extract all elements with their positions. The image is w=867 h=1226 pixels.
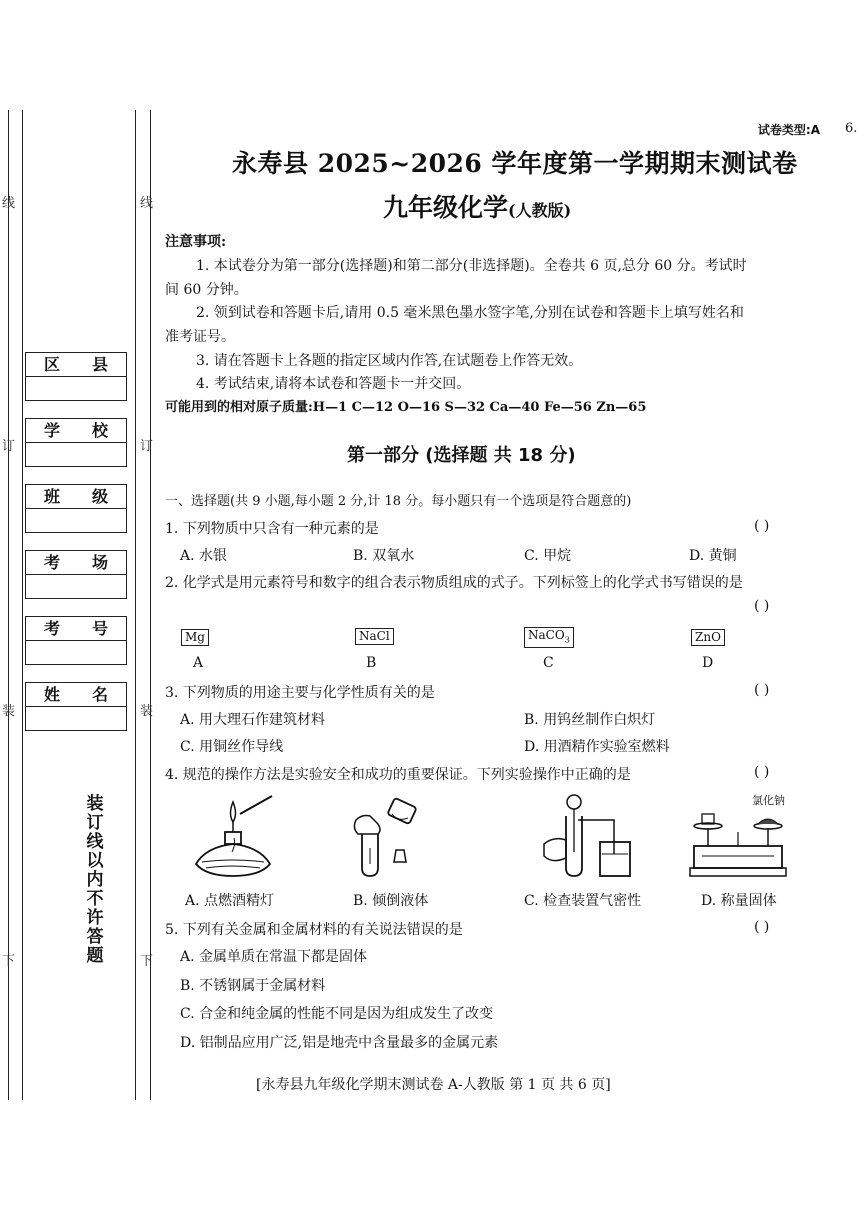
field-district[interactable] [25,352,127,401]
option-a: A. 用大理石作建筑材料 [180,712,326,728]
answer-paren: ( ) [754,598,770,614]
page-title: 永寿县 2025~2026 学年度第一学期期末测试卷 [232,149,798,178]
field-blank[interactable] [26,575,126,598]
binding-line [22,110,23,1100]
question-stem: 2. 化学式是用元素符号和数字的组合表示物质组成的式子。下列标签上的化学式书写错误的是 [165,575,743,591]
option-b: B. 不锈钢属于金属材料 [180,978,326,994]
field-blank[interactable] [26,377,126,400]
option-c: C [543,655,554,671]
field-school[interactable] [25,418,127,467]
option-b: B. 用钨丝制作白炽灯 [524,712,656,728]
field-label: 姓 [44,685,61,704]
formula-label-a: Mg [181,629,209,646]
option-a: A. 水银 [180,548,228,564]
section-instruction: 一、选择题(共 9 小题,每小题 2 分,计 18 分。每小题只有一个选项是符合题意的) [165,494,632,509]
page-subtitle [383,188,571,224]
question-stem: 1. 下列物质中只含有一种元素的是 [165,521,379,537]
section-title: 第一部分 (选择题 共 18 分) [347,445,576,466]
balance-figure [688,808,788,883]
pouring-liquid-figure [348,792,428,882]
option-a: A [193,655,204,671]
field-blank[interactable] [26,641,126,664]
formula-label-b: NaCl [355,628,394,645]
binding-strip [0,110,160,1100]
question-stem: 3. 下列物质的用途主要与化学性质有关的是 [165,685,435,701]
option-c: C. 合金和纯金属的性能不同是因为组成发生了改变 [180,1006,494,1022]
field-label: 名 [91,685,108,704]
answer-paren: ( ) [754,682,770,698]
question-stem: 4. 规范的操作方法是实验安全和成功的重要保证。下列实验操作中正确的是 [165,767,631,783]
option-d: D. 用酒精作实验室燃料 [524,739,670,755]
question-stem: 5. 下列有关金属和金属材料的有关说法错误的是 [165,922,463,938]
binding-line [135,110,136,1100]
option-d: D [702,655,714,671]
binding-mark: 下 [140,954,154,969]
option-d: D. 称量固体 [701,893,777,909]
binding-mark: 装 [140,704,154,719]
option-b: B. 倾倒液体 [353,893,429,909]
notes-item: 4. 考试结束,请将本试卷和答题卡一并交回。 [196,376,471,392]
notes-item: 1. 本试卷分为第一部分(选择题)和第二部分(非选择题)。全卷共 6 页,总分 60 分。考试时 [196,258,747,274]
binding-mark: 订 [140,439,154,454]
formula-label-c [524,627,574,648]
field-label: 学 [44,421,61,440]
field-label: 号 [91,619,108,638]
seal-notice: 装订线以内不许答题 [86,794,104,966]
field-class[interactable] [25,484,127,533]
notes-item: 准考证号。 [165,329,235,345]
option-b: B [366,655,377,671]
field-label: 县 [91,355,108,374]
field-blank[interactable] [26,443,126,466]
option-d: D. 铝制品应用广泛,铝是地壳中含量最多的金属元素 [180,1035,499,1051]
binding-mark: 订 [2,439,16,454]
field-blank[interactable] [26,707,126,730]
option-a: A. 金属单质在常温下都是固体 [180,949,368,965]
answer-paren: ( ) [754,764,770,780]
field-label: 区 [44,355,61,374]
field-label: 级 [91,487,108,506]
notes-item: 2. 领到试卷和答题卡后,请用 0.5 毫米黑色墨水签字笔,分别在试卷和答题卡上填写姓名和 [196,305,744,321]
field-blank[interactable] [26,509,126,532]
formula-main: NaCO [528,628,565,642]
subtitle-edition: (人教版) [508,201,572,220]
option-c: C. 检查装置气密性 [524,893,642,909]
notes-item: 3. 请在答题卡上各题的指定区域内作答,在试题卷上作答无效。 [196,353,583,369]
notes-item: 间 60 分钟。 [165,282,248,298]
binding-mark: 装 [2,704,16,719]
corner-number: 6. [845,121,858,136]
field-label: 场 [91,553,108,572]
field-label: 班 [44,487,61,506]
option-d: D. 黄铜 [689,548,737,564]
field-name[interactable] [25,682,127,731]
binding-mark: 线 [2,196,16,211]
binding-mark: 线 [140,196,154,211]
option-c: C. 用铜丝作导线 [180,739,284,755]
formula-label-d: ZnO [691,629,725,646]
option-c: C. 甲烷 [524,548,572,564]
atomic-mass: 可能用到的相对原子质量:H—1 C—12 O—16 S—32 Ca—40 Fe—56 Zn—65 [165,400,647,415]
option-b: B. 双氧水 [353,548,415,564]
option-a: A. 点燃酒精灯 [185,893,275,909]
notes-heading: 注意事项: [165,234,227,250]
subtitle-main: 九年级化学 [383,193,509,222]
field-exam-number[interactable] [25,616,127,665]
field-label: 考 [44,553,61,572]
formula-sub: 3 [564,635,570,645]
exam-type: 试卷类型:A [757,123,820,137]
field-label: 考 [44,619,61,638]
binding-mark: 下 [2,954,16,969]
airtightness-check-figure [540,792,635,882]
alcohol-lamp-figure [188,792,278,882]
field-label: 校 [91,421,108,440]
figure-label: 氯化钠 [752,794,785,807]
answer-paren: ( ) [754,919,770,935]
page-footer: [永寿县九年级化学期末测试卷 A-人教版 第 1 页 共 6 页] [256,1077,611,1093]
answer-paren: ( ) [754,518,770,534]
field-exam-room[interactable] [25,550,127,599]
